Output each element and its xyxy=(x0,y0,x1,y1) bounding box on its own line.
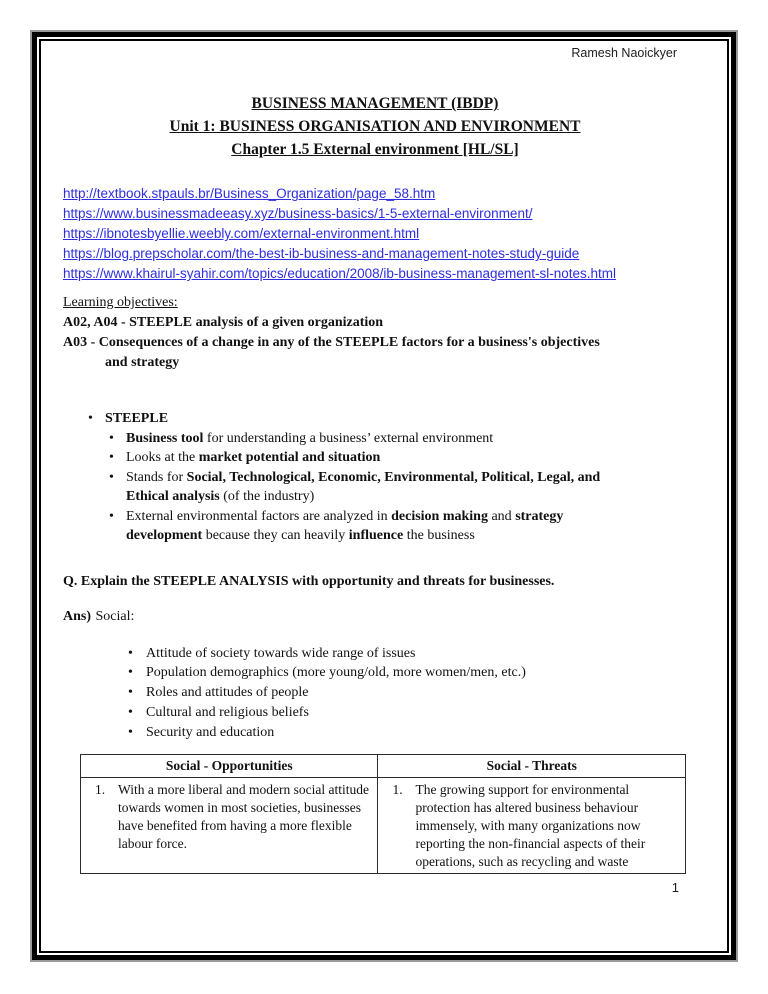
social-bullet-text: Population demographics (more young/old, more women/men, etc.) xyxy=(146,665,526,681)
table-header-threats: Social - Threats xyxy=(378,755,686,778)
bullet-icon: • xyxy=(128,704,133,720)
bullet-icon: • xyxy=(128,685,133,701)
social-analysis-table xyxy=(80,754,686,874)
learning-heading-row xyxy=(63,293,687,313)
table-cell-threats xyxy=(378,778,686,874)
doc-title-unit: Unit 1: BUSINESS ORGANISATION AND ENVIRONMENT xyxy=(169,118,581,135)
table-row xyxy=(81,778,686,874)
bullet-icon: • xyxy=(128,665,133,681)
reference-link-4[interactable]: https://blog.prepscholar.com/the-best-ib-business-and-management-notes-study-guide xyxy=(63,246,580,261)
table-header-row xyxy=(81,755,686,778)
document-titles xyxy=(63,92,687,161)
steeple-bullet xyxy=(109,507,687,546)
list-item xyxy=(128,723,687,743)
steeple-bullet xyxy=(109,468,687,507)
steeple-section xyxy=(63,409,687,546)
page-border-thick xyxy=(32,32,736,960)
learning-objective-2-line2: and strategy xyxy=(105,355,180,370)
learning-objective-1: A02, A04 - STEEPLE analysis of a given organization xyxy=(63,315,384,330)
steeple-bullet-text: Business tool for understanding a business’ external environment xyxy=(126,430,494,446)
item-number: 1. xyxy=(95,782,106,798)
bullet-icon: • xyxy=(128,645,133,661)
list-item xyxy=(128,703,687,723)
reference-link-5[interactable]: https://www.khairul-syahir.com/topics/education/2008/ib-business-management-sl-notes.html xyxy=(63,266,617,281)
document-page xyxy=(41,41,727,951)
steeple-bullet-text: Looks at the market potential and situation xyxy=(126,450,381,465)
reference-link-2[interactable]: https://www.businessmadeeasy.xyz/business-basics/1-5-external-environment/ xyxy=(63,206,533,221)
opportunities-item-text: With a more liberal and modern social attitude towards women in most societies, businesses have benefited from having a more flexible labour force. xyxy=(118,782,369,852)
list-item xyxy=(128,683,687,703)
reference-link-1[interactable]: http://textbook.stpauls.br/Business_Organization/page_58.htm xyxy=(63,186,436,201)
bullet-icon: • xyxy=(109,469,114,485)
bullet-icon: • xyxy=(109,450,114,465)
social-bullet-text: Roles and attitudes of people xyxy=(146,685,309,701)
social-factors-list xyxy=(63,644,687,743)
answer-text: Social: xyxy=(95,608,135,624)
bullet-icon: • xyxy=(109,508,114,524)
page-number: 1 xyxy=(671,880,679,896)
table-header-opportunities: Social - Opportunities xyxy=(81,755,378,778)
social-bullet-text: Security and education xyxy=(146,724,275,740)
threats-item-text: The growing support for environmental protection has altered business behaviour immensely, with many organizations now reporting the non-financial aspects of their operations, such as recycling and waste xyxy=(415,782,646,870)
steeple-bullet-text: Stands for Social, Technological, Economic, Environmental, Political, Legal, and Ethical analysis (of the industry) xyxy=(126,469,601,504)
reference-links xyxy=(63,184,687,284)
steeple-bullet-text: External environmental factors are analyzed in decision making and strategy development because they can heavily influence the business xyxy=(126,508,564,543)
steeple-bullet xyxy=(109,429,687,449)
learning-objective-2-line1: A03 - Consequences of a change in any of the STEEPLE factors for a business's objectives xyxy=(63,335,600,350)
numbered-item xyxy=(384,781,679,871)
steeple-bullet xyxy=(109,448,687,468)
page-border-thin xyxy=(39,39,729,953)
learning-objectives-heading: Learning objectives: xyxy=(63,295,178,310)
steeple-heading-item xyxy=(88,409,687,429)
title-row xyxy=(63,92,687,115)
answer-line xyxy=(63,607,687,627)
table-cell-opportunities xyxy=(81,778,378,874)
bullet-icon: • xyxy=(88,411,93,426)
bullet-icon: • xyxy=(109,430,114,446)
answer-label: Ans) xyxy=(63,608,92,624)
numbered-item xyxy=(87,781,371,853)
page-border xyxy=(30,30,738,962)
title-row xyxy=(63,138,687,161)
social-bullet-text: Cultural and religious beliefs xyxy=(146,704,309,720)
doc-title-main: BUSINESS MANAGEMENT (IBDP) xyxy=(251,95,499,112)
reference-link-3[interactable]: https://ibnotesbyellie.weebly.com/external-environment.html xyxy=(63,226,420,241)
bullet-icon: • xyxy=(128,724,133,740)
question: Q. Explain the STEEPLE ANALYSIS with opportunity and threats for businesses. xyxy=(63,573,555,589)
document-author: Ramesh Naoickyer xyxy=(571,46,677,60)
social-bullet-text: Attitude of society towards wide range of issues xyxy=(146,645,416,661)
list-item xyxy=(128,663,687,683)
learning-objectives-section xyxy=(63,293,687,373)
steeple-heading: STEEPLE xyxy=(105,411,169,426)
title-row xyxy=(63,115,687,138)
doc-title-chapter: Chapter 1.5 External environment [HL/SL] xyxy=(231,141,519,158)
list-item xyxy=(128,644,687,664)
item-number: 1. xyxy=(392,782,403,798)
